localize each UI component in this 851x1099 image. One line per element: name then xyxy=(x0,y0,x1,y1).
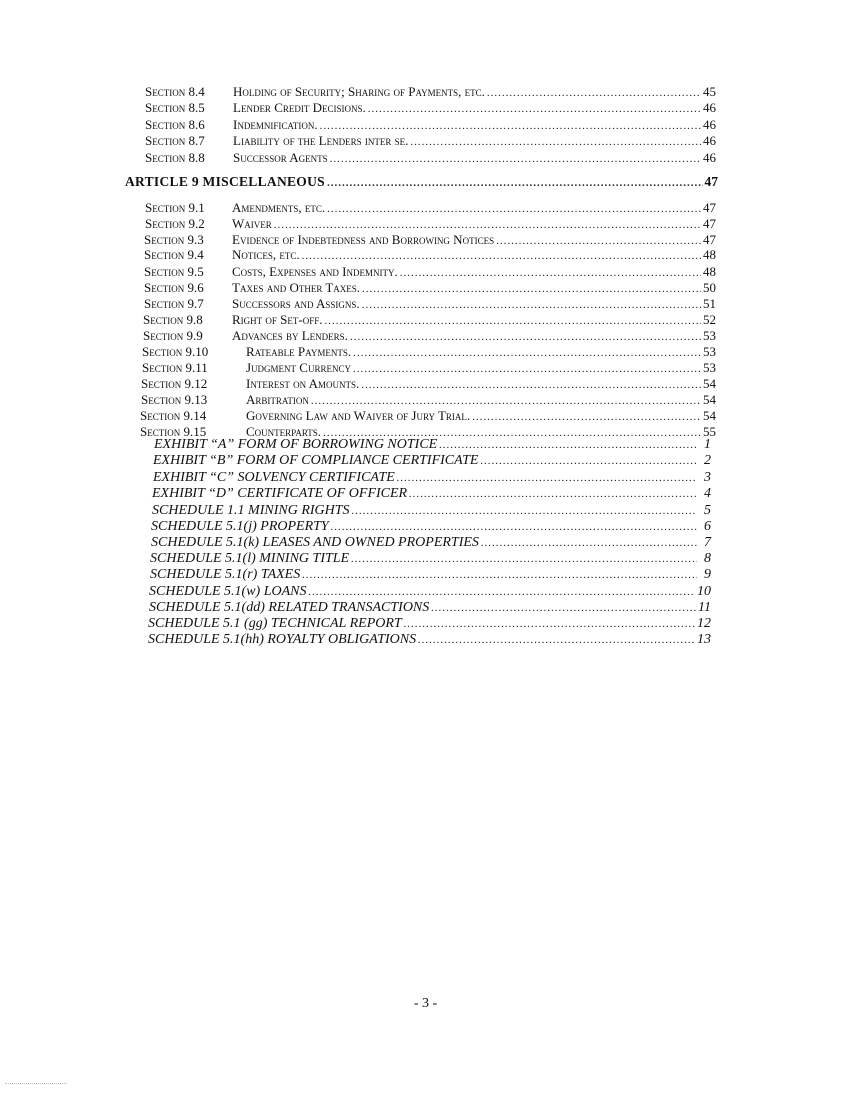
entry-title: SCHEDULE 5.1(r) TAXES xyxy=(150,567,301,582)
dot-leader xyxy=(418,632,695,648)
dot-leader xyxy=(330,151,701,167)
entry-title: Notices, etc. xyxy=(232,247,300,262)
dot-leader xyxy=(324,313,701,329)
toc-entry[interactable] xyxy=(145,117,716,134)
entry-title: Successor Agents xyxy=(233,150,328,165)
page-number: 51 xyxy=(703,296,716,311)
toc-exhibit-entry[interactable] xyxy=(153,453,711,469)
section-number: Section 8.8 xyxy=(145,150,205,165)
page-number: 52 xyxy=(703,312,716,327)
page-number: 7 xyxy=(704,535,711,550)
page-number: 9 xyxy=(704,567,711,582)
page-number: 11 xyxy=(698,600,711,615)
section-number: Section 8.4 xyxy=(145,84,205,99)
entry-title: SCHEDULE 1.1 MINING RIGHTS xyxy=(152,503,350,518)
entry-title: SCHEDULE 5.1(l) MINING TITLE xyxy=(150,551,350,566)
toc-schedule-entry[interactable] xyxy=(151,535,711,551)
toc-schedule-entry[interactable] xyxy=(148,616,711,632)
dot-leader xyxy=(353,345,701,361)
section-number: Section 9.14 xyxy=(140,408,207,423)
entry-title: Evidence of Indebtedness and Borrowing Notices xyxy=(232,232,495,247)
dot-leader xyxy=(327,201,701,217)
toc-entry[interactable] xyxy=(143,312,716,329)
entry-title: Counterparts. xyxy=(246,424,322,439)
toc-entry[interactable] xyxy=(145,84,716,101)
toc-schedule-entry[interactable] xyxy=(148,632,711,648)
entry-title: SCHEDULE 5.1(w) LOANS xyxy=(149,584,307,599)
dot-leader xyxy=(274,217,701,233)
dot-leader xyxy=(309,584,695,600)
toc-schedule-entry[interactable] xyxy=(150,567,711,583)
section-number: Section 9.13 xyxy=(141,392,208,407)
toc-entry[interactable] xyxy=(142,344,716,361)
dot-leader xyxy=(302,248,701,264)
entry-title: EXHIBIT “D” CERTIFICATE OF OFFICER xyxy=(152,486,408,501)
page-number: 45 xyxy=(703,84,716,99)
entry-title: SCHEDULE 5.1(k) LEASES AND OWNED PROPERTIES xyxy=(151,535,479,550)
page-number: 48 xyxy=(703,264,716,279)
page-number: 53 xyxy=(703,360,716,375)
toc-schedule-entry[interactable] xyxy=(149,584,711,600)
entry-title: Rateable Payments. xyxy=(246,344,352,359)
entry-title: Amendments, etc. xyxy=(232,200,326,215)
dot-leader xyxy=(439,437,697,453)
dot-leader xyxy=(320,118,701,134)
page-number: 47 xyxy=(703,216,716,231)
dot-leader xyxy=(331,519,697,535)
entry-title: Successors and Assigns. xyxy=(232,296,360,311)
toc-entry[interactable] xyxy=(144,264,716,281)
page-number: 8 xyxy=(704,551,711,566)
entry-title: EXHIBIT “C” SOLVENCY CERTIFICATE xyxy=(153,470,395,485)
dot-leader xyxy=(353,361,701,377)
toc-exhibit-entry[interactable] xyxy=(153,470,711,486)
page-number: 55 xyxy=(703,424,716,439)
entry-title: Advances by Lenders. xyxy=(232,328,348,343)
entry-title: EXHIBIT “A” FORM OF BORROWING NOTICE xyxy=(154,437,438,452)
dot-leader xyxy=(472,409,701,425)
toc-schedule-entry[interactable] xyxy=(149,600,711,616)
dot-leader xyxy=(350,329,701,345)
toc-entry[interactable] xyxy=(145,150,716,167)
page-number: 47 xyxy=(704,174,718,189)
entry-title: SCHEDULE 5.1(j) PROPERTY xyxy=(151,519,329,534)
page-number: 53 xyxy=(703,328,716,343)
page-number: 47 xyxy=(703,232,716,247)
dot-leader xyxy=(352,503,697,519)
page-number: 6 xyxy=(704,519,711,534)
entry-title: SCHEDULE 5.1 (gg) TECHNICAL REPORT xyxy=(148,616,402,631)
dot-leader xyxy=(361,377,701,393)
dot-leader xyxy=(481,535,697,551)
scan-artifact-line xyxy=(5,1083,67,1084)
toc-entry[interactable] xyxy=(145,133,716,150)
entry-title: Costs, Expenses and Indemnity. xyxy=(232,264,398,279)
toc-exhibit-entry[interactable] xyxy=(152,486,711,502)
entry-title: Taxes and Other Taxes. xyxy=(232,280,361,295)
page-number: 54 xyxy=(703,376,716,391)
toc-entry[interactable] xyxy=(140,408,716,425)
section-number: Section 9.6 xyxy=(144,280,204,295)
page-number: 46 xyxy=(703,150,716,165)
entry-title: Waiver xyxy=(232,216,272,231)
toc-schedule-entry[interactable] xyxy=(152,503,711,519)
dot-leader xyxy=(400,265,701,281)
section-number: Section 9.5 xyxy=(144,264,204,279)
page-number: 47 xyxy=(703,200,716,215)
toc-entry[interactable] xyxy=(141,392,716,409)
page-number: 46 xyxy=(703,133,716,148)
dot-leader xyxy=(487,85,701,101)
dot-leader xyxy=(410,134,701,150)
page-number: 12 xyxy=(697,616,711,631)
entry-title: Arbitration xyxy=(246,392,309,407)
entry-title: Indemnification. xyxy=(233,117,318,132)
dot-leader xyxy=(368,101,701,117)
toc-schedule-entry[interactable] xyxy=(150,551,711,567)
entry-title: Judgment Currency xyxy=(246,360,351,375)
dot-leader xyxy=(362,281,701,297)
toc-entry[interactable] xyxy=(144,296,716,313)
toc-entry[interactable] xyxy=(144,247,716,264)
toc-entry[interactable] xyxy=(145,200,716,217)
entry-title: SCHEDULE 5.1(hh) ROYALTY OBLIGATIONS xyxy=(148,632,417,647)
entry-title: Lender Credit Decisions. xyxy=(233,100,366,115)
page-footer-number: - 3 - xyxy=(413,996,438,1011)
page-number: 2 xyxy=(704,453,711,468)
dot-leader xyxy=(481,453,698,469)
section-number: Section 9.10 xyxy=(142,344,209,359)
section-number: Section 9.2 xyxy=(145,216,205,231)
page-number: 46 xyxy=(703,100,716,115)
section-number: Section 9.1 xyxy=(145,200,205,215)
entry-title: Governing Law and Waiver of Jury Trial. xyxy=(246,408,471,423)
dot-leader xyxy=(397,470,697,486)
dot-leader xyxy=(311,393,701,409)
page-number: 13 xyxy=(697,632,711,647)
section-number: Section 8.7 xyxy=(145,133,205,148)
entry-title: Interest on Amounts. xyxy=(246,376,360,391)
page-number: 1 xyxy=(704,437,711,452)
section-number: Section 8.6 xyxy=(145,117,205,132)
toc-entry[interactable] xyxy=(145,216,716,233)
section-number: Section 9.3 xyxy=(144,232,204,247)
page-number: 10 xyxy=(697,584,711,599)
section-number: Section 9.12 xyxy=(141,376,208,391)
page-number: 3 xyxy=(704,470,711,485)
article-title: ARTICLE 9 MISCELLANEOUS xyxy=(125,174,325,189)
toc-entry[interactable] xyxy=(144,280,716,297)
page-number: 48 xyxy=(703,247,716,262)
dot-leader xyxy=(351,551,697,567)
dot-leader xyxy=(362,297,701,313)
section-number: Section 9.7 xyxy=(144,296,204,311)
entry-title: EXHIBIT “B” FORM OF COMPLIANCE CERTIFICATE xyxy=(153,453,479,468)
toc-entry[interactable] xyxy=(141,376,716,393)
entry-title: Right of Set-off. xyxy=(232,312,323,327)
toc-entry[interactable] xyxy=(142,360,716,377)
toc-exhibit-entry[interactable] xyxy=(154,437,711,453)
page-number: 46 xyxy=(703,117,716,132)
page-number: 4 xyxy=(704,486,711,501)
section-number: Section 9.8 xyxy=(143,312,203,327)
toc-schedule-entry[interactable] xyxy=(151,519,711,535)
section-number: Section 9.4 xyxy=(144,247,204,262)
page-number: 53 xyxy=(703,344,716,359)
toc-entry[interactable] xyxy=(143,328,716,345)
dot-leader xyxy=(404,616,695,632)
section-number: Section 9.9 xyxy=(143,328,203,343)
section-number: Section 9.15 xyxy=(140,424,207,439)
section-number: Section 9.11 xyxy=(142,360,208,375)
page-number: 5 xyxy=(704,503,711,518)
toc-entry[interactable] xyxy=(145,100,716,117)
dot-leader xyxy=(431,600,696,616)
page-number: 50 xyxy=(703,280,716,295)
entry-title: SCHEDULE 5.1(dd) RELATED TRANSACTIONS xyxy=(149,600,430,615)
dot-leader xyxy=(327,175,703,191)
entry-title: Holding of Security; Sharing of Payments, etc. xyxy=(233,84,485,99)
dot-leader xyxy=(409,486,697,502)
dot-leader xyxy=(302,567,697,583)
toc-article-entry[interactable] xyxy=(125,174,718,191)
page-number: 54 xyxy=(703,408,716,423)
entry-title: Liability of the Lenders inter se. xyxy=(233,133,409,148)
page-number: 54 xyxy=(703,392,716,407)
section-number: Section 8.5 xyxy=(145,100,205,115)
